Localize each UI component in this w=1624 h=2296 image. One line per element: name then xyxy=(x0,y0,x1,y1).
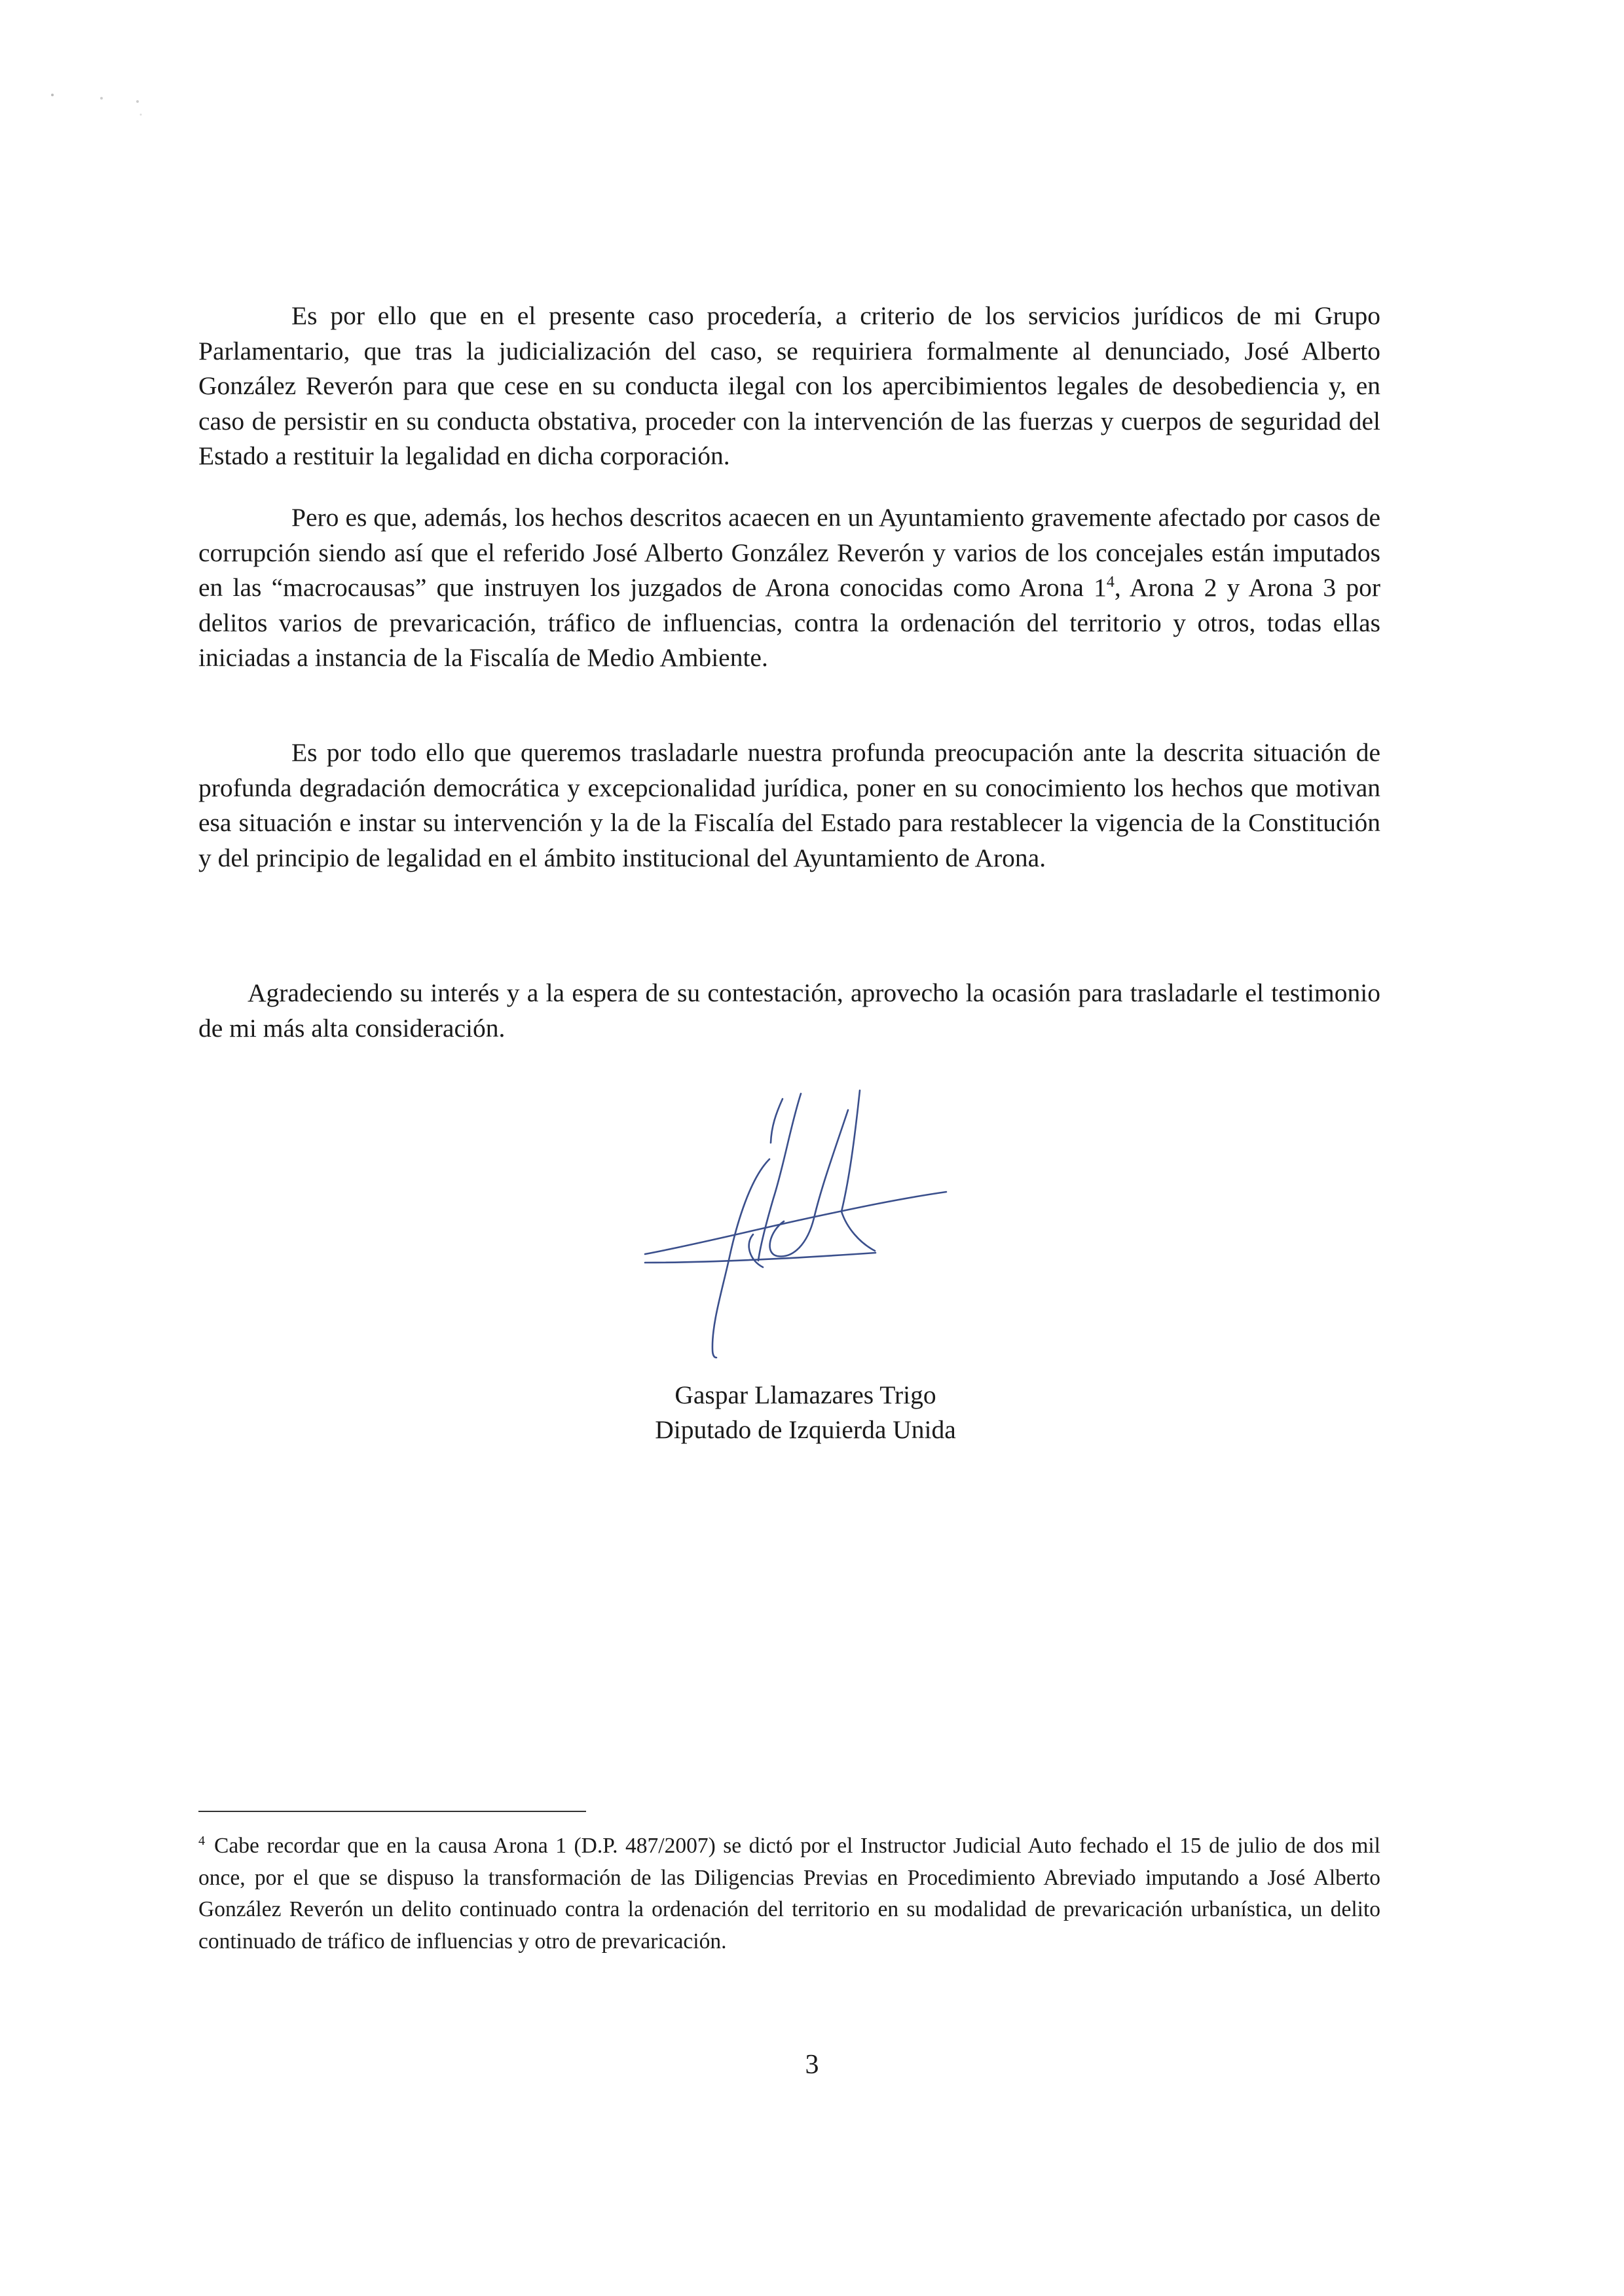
signatory-title: Diputado de Izquierda Unida xyxy=(655,1415,956,1444)
body-paragraph-2 xyxy=(198,500,1380,676)
paragraph-2-text-end: , Arona 2 y Arona 3 por delitos varios de prevaricación, tráfico de influencias, contra la ordenación del territorio y otros, todas ellas iniciadas a instancia de la Fiscalía de Medio Ambiente. xyxy=(198,573,1380,672)
footnote-reference: 4 xyxy=(1106,573,1115,591)
body-paragraph-3: Es por todo ello que queremos trasladarle nuestra profunda preocupación ante la descrita situación de profunda degradación democrática y excepcionalidad jurídica, poner en su conocimiento los hechos que motivan esa situación e instar su intervención y la de la Fiscalía del Estado para restablecer la vigencia de la Constitución y del principio de legalidad en el ámbito institucional del Ayuntamiento de Arona. xyxy=(198,738,1380,872)
page-number: 3 xyxy=(805,2050,819,2080)
handwritten-signature xyxy=(638,1087,953,1369)
footnote-separator xyxy=(198,1811,586,1812)
scan-specks xyxy=(39,65,170,131)
paragraph-2-text-start: Pero es que, además, los hechos descritos acaecen en un Ayuntamiento gravemente afectado por casos de corrupción siendo así que el referido José Alberto González Reverón y varios de los concejales están imputados en las “macrocausas” que instruyen los juzgados de Arona conocidas como Arona 1 xyxy=(198,503,1380,602)
footnote xyxy=(198,1830,1380,1957)
closing-paragraph: Agradeciendo su interés y a la espera de su contestación, aprovecho la ocasión para trasladarle el testimonio de mi más alta consideración. xyxy=(198,978,1380,1043)
body-paragraph-1: Es por ello que en el presente caso procedería, a criterio de los servicios jurídicos de mi Grupo Parlamentario, que tras la judicialización del caso, se requiriera formalmente al denunciado, José Alberto González Reverón para que cese en su conducta ilegal con los apercibimientos legales de desobediencia y, en caso de persistir en su conducta obstativa, proceder con la intervención de las fuerzas y cuerpos de seguridad del Estado a restituir la legalidad en dicha corporación. xyxy=(198,301,1380,470)
signatory-name: Gaspar Llamazares Trigo xyxy=(674,1380,936,1409)
footnote-number: 4 xyxy=(198,1833,205,1848)
footnote-text: Cabe recordar que en la causa Arona 1 (D.P. 487/2007) se dictó por el Instructor Judicial Auto fechado el 15 de julio de dos mil once, por el que se dispuso la transformación de las Diligencias Previas en Procedimiento Abreviado imputando a José Alberto González Reverón un delito continuado contra la ordenación del territorio en su modalidad de prevaricación urbanística, un delito continuado de tráfico de influencias y otro de prevaricación. xyxy=(198,1834,1380,1953)
